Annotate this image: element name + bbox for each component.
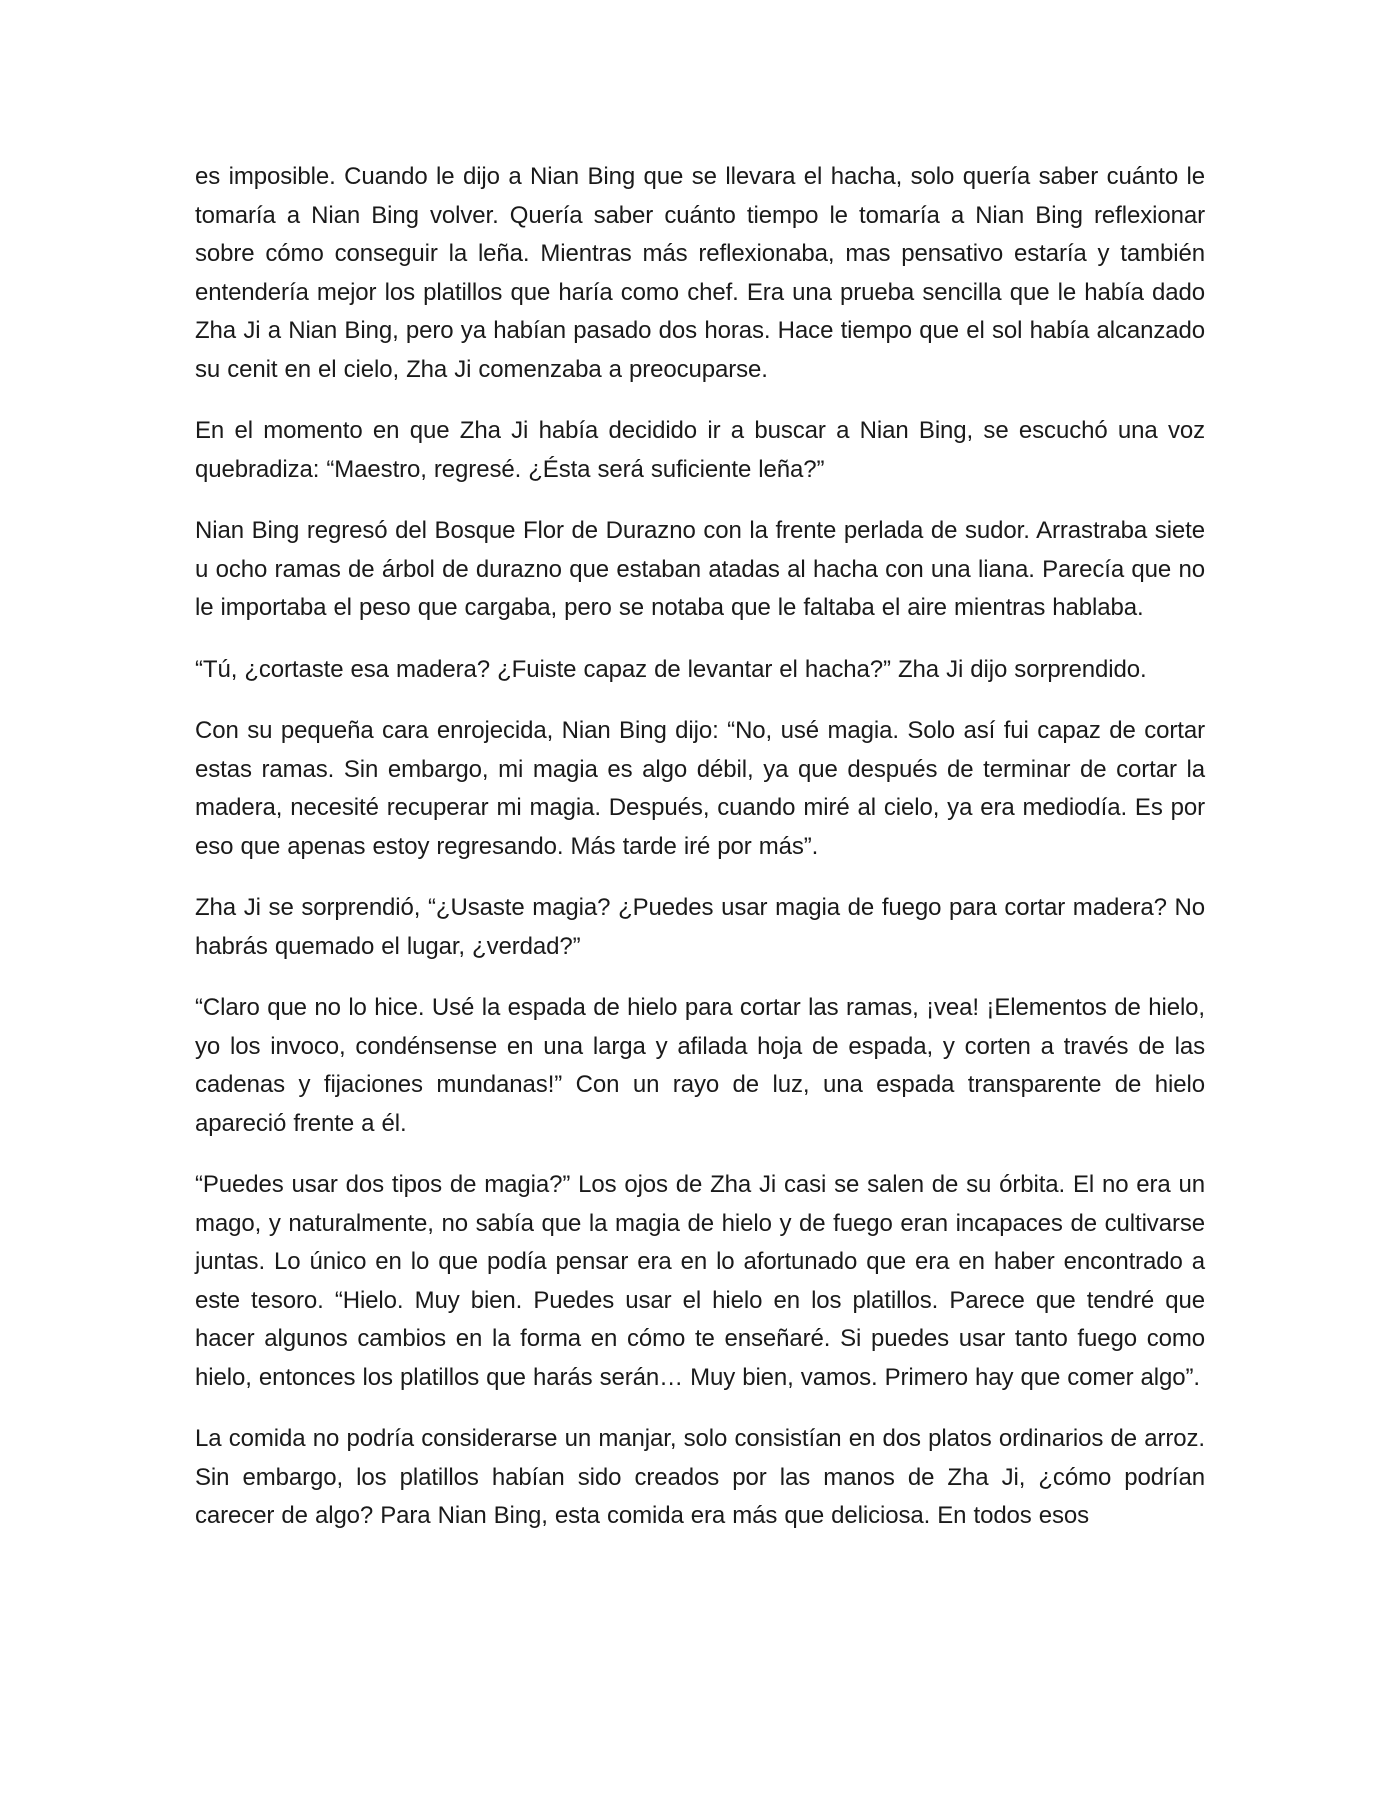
paragraph: Nian Bing regresó del Bosque Flor de Durazno con la frente perlada de sudor. Arrastraba siete u ocho ramas de árbol de durazno que estaban atadas al hacha con una liana. Parecía que no le importaba el peso que cargaba, pero se notaba que le faltaba el aire mientras hablaba.: [195, 517, 1205, 621]
paragraph: “Tú, ¿cortaste esa madera? ¿Fuiste capaz de levantar el hacha?” Zha Ji dijo sorprendido.: [195, 655, 1147, 683]
paragraph: La comida no podría considerarse un manjar, solo consistían en dos platos ordinarios de arroz. Sin embargo, los platillos habían sido creados por las manos de Zha Ji, ¿cómo podrían carecer de algo? Para Nian Bing, esta comida era más que deliciosa. En todos esos: [195, 1425, 1205, 1529]
paragraph: Con su pequeña cara enrojecida, Nian Bing dijo: “No, usé magia. Solo así fui capaz de cortar estas ramas. Sin embargo, mi magia es algo débil, ya que después de terminar de cortar la madera, necesité recuperar mi magia. Después, cuando miré al cielo, ya era mediodía. Es por eso que apenas estoy regresando. Más tarde iré por más”.: [195, 717, 1205, 860]
paragraph: En el momento en que Zha Ji había decidido ir a buscar a Nian Bing, se escuchó una voz quebradiza: “Maestro, regresé. ¿Ésta será suficiente leña?”: [195, 417, 1205, 483]
document-page: [195, 158, 1205, 1559]
paragraph: “Puedes usar dos tipos de magia?” Los ojos de Zha Ji casi se salen de su órbita. El no era un mago, y naturalmente, no sabía que la magia de hielo y de fuego eran incapaces de cultivarse juntas. Lo único en lo que podía pensar era en lo afortunado que era en haber encontrado a este tesoro. “Hielo. Muy bien. Puedes usar el hielo en los platillos. Parece que tendré que hacer algunos cambios en la forma en cómo te enseñaré. Si puedes usar tanto fuego como hielo, entonces los platillos que harás serán… Muy bien, vamos. Primero hay que comer algo”.: [195, 1171, 1205, 1391]
paragraph: “Claro que no lo hice. Usé la espada de hielo para cortar las ramas, ¡vea! ¡Elementos de hielo, yo los invoco, condénsense en una larga y afilada hoja de espada, y corten a través de las cadenas y fijaciones mundanas!” Con un rayo de luz, una espada transparente de hielo apareció frente a él.: [195, 994, 1205, 1137]
paragraph: es imposible. Cuando le dijo a Nian Bing que se llevara el hacha, solo quería saber cuánto le tomaría a Nian Bing volver. Quería saber cuánto tiempo le tomaría a Nian Bing reflexionar sobre cómo conseguir la leña. Mientras más reflexionaba, mas pensativo estaría y también entendería mejor los platillos que haría como chef. Era una prueba sencilla que le había dado Zha Ji a Nian Bing, pero ya habían pasado dos horas. Hace tiempo que el sol había alcanzado su cenit en el cielo, Zha Ji comenzaba a preocuparse.: [195, 163, 1205, 383]
paragraph: Zha Ji se sorprendió, “¿Usaste magia? ¿Puedes usar magia de fuego para cortar madera? No habrás quemado el lugar, ¿verdad?”: [195, 894, 1205, 960]
